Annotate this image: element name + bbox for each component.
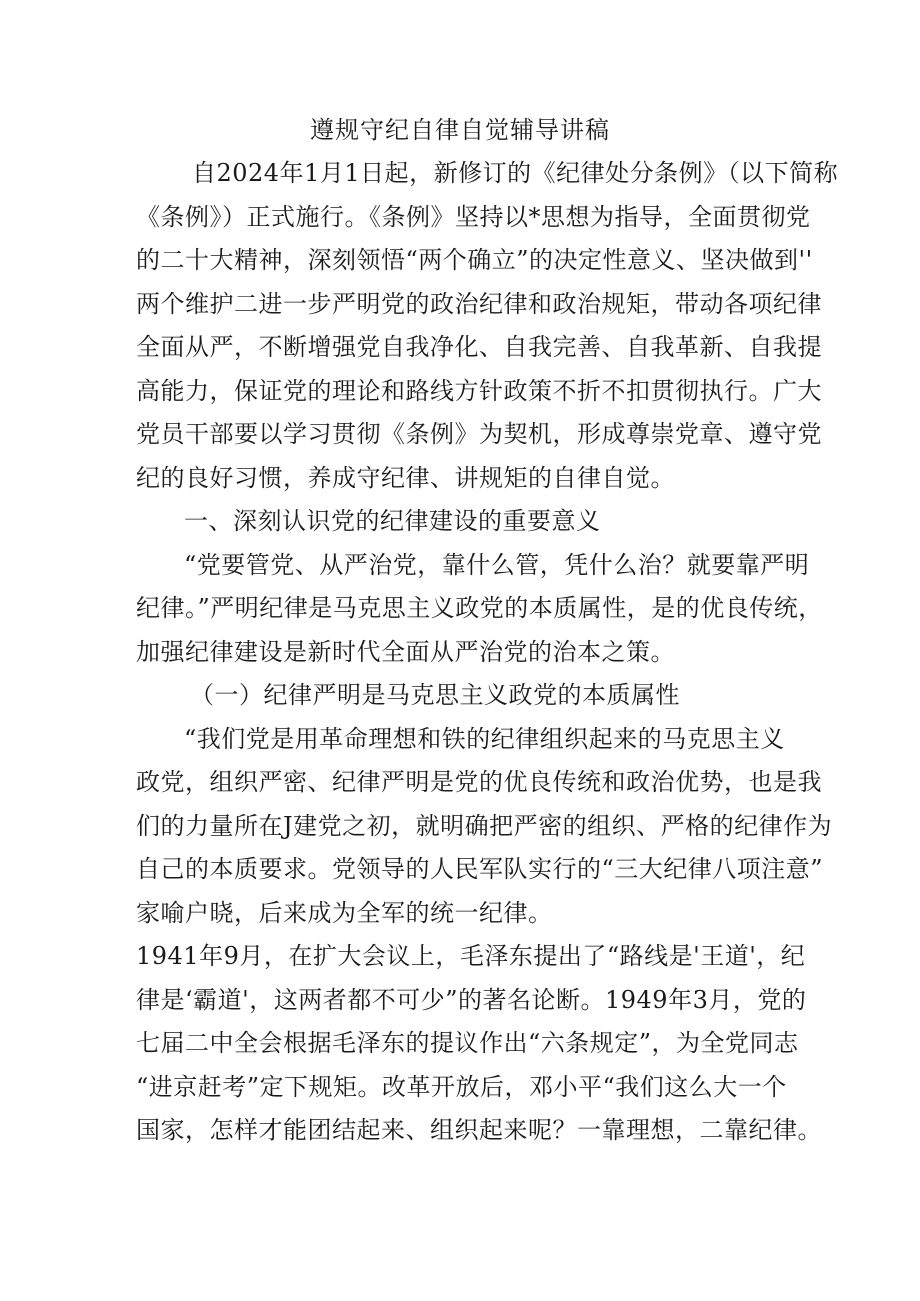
paragraph-line: 律是‘霸道'，这两者都不可少”的著名论断。1949年3月，党的 [136,985,807,1014]
paragraph-line: 全面从严，不断增强党自我净化、自我完善、自我革新、自我提 [136,333,822,361]
paragraph-line: “党要管党、从严治党，靠什么管，凭什么治？就要靠严明 [184,550,810,579]
paragraph-line: 两个维护二进一步严明党的政治纪律和政治规矩，带动各项纪律 [136,289,822,318]
paragraph-line: 家喻户晓，后来成为全军的统一纪律。 [136,898,553,927]
document-body [136,152,839,1153]
paragraph-line: 自己的本质要求。党领导的人民军队实行的“三大纪律八项注意” [136,855,824,883]
paragraph-line: 政党，组织严密、纪律严明是党的优良传统和政治优势，也是我 [136,768,822,796]
subsection-heading: （一）纪律严明是马克思主义政党的本质属性 [190,681,680,709]
paragraph-line: “我们党是用革命理想和铁的纪律组织起来的马克思主义 [184,724,785,753]
paragraph-line: 自2024年1月1日起，新修订的《纪律处分条例》（以下简称 [192,159,839,187]
paragraph-line: 国家，怎样才能团结起来、组织起来呢？一靠理想，二靠纪律。 [136,1116,822,1144]
section-heading: 一、深刻认识党的纪律建设的重要意义 [184,507,601,535]
paragraph-line: 七届二中全会根据毛泽东的提议作出“六条规定”，为全党同志 [136,1029,799,1057]
paragraph-line: 1941年9月，在扩大会议上，毛泽东提出了“路线是'王道'，纪 [136,942,806,970]
paragraph-line: 党员干部要以学习贯彻《条例》为契机，形成尊崇党章、遵守党 [136,420,822,448]
paragraph-line: 高能力，保证党的理论和路线方针政策不折不扣贯彻执行。广大 [136,376,822,405]
document-title: 遵规守纪自律自觉辅导讲稿 [310,116,610,144]
paragraph-line: 《条例》）正式施行。《条例》坚持以*思想为指导，全面贯彻党 [136,202,811,231]
paragraph-line: 纪的良好习惯，养成守纪律、讲规矩的自律自觉。 [136,463,675,492]
paragraph-line: 加强纪律建设是新时代全面从严治党的治本之策。 [136,637,675,666]
paragraph-line: “进京赶考”定下规矩。改革开放后，邓小平“我们这么大一个 [136,1072,787,1101]
paragraph-line: 纪律。”严明纪律是马克思主义政党的本质属性，是的优良传统， [136,594,823,622]
paragraph-line: 们的力量所在J建党之初，就明确把严密的组织、严格的纪律作为 [136,811,833,840]
paragraph-line: 的二十大精神，深刻领悟“两个确立”的决定性意义、坚决做到'' [136,246,813,274]
